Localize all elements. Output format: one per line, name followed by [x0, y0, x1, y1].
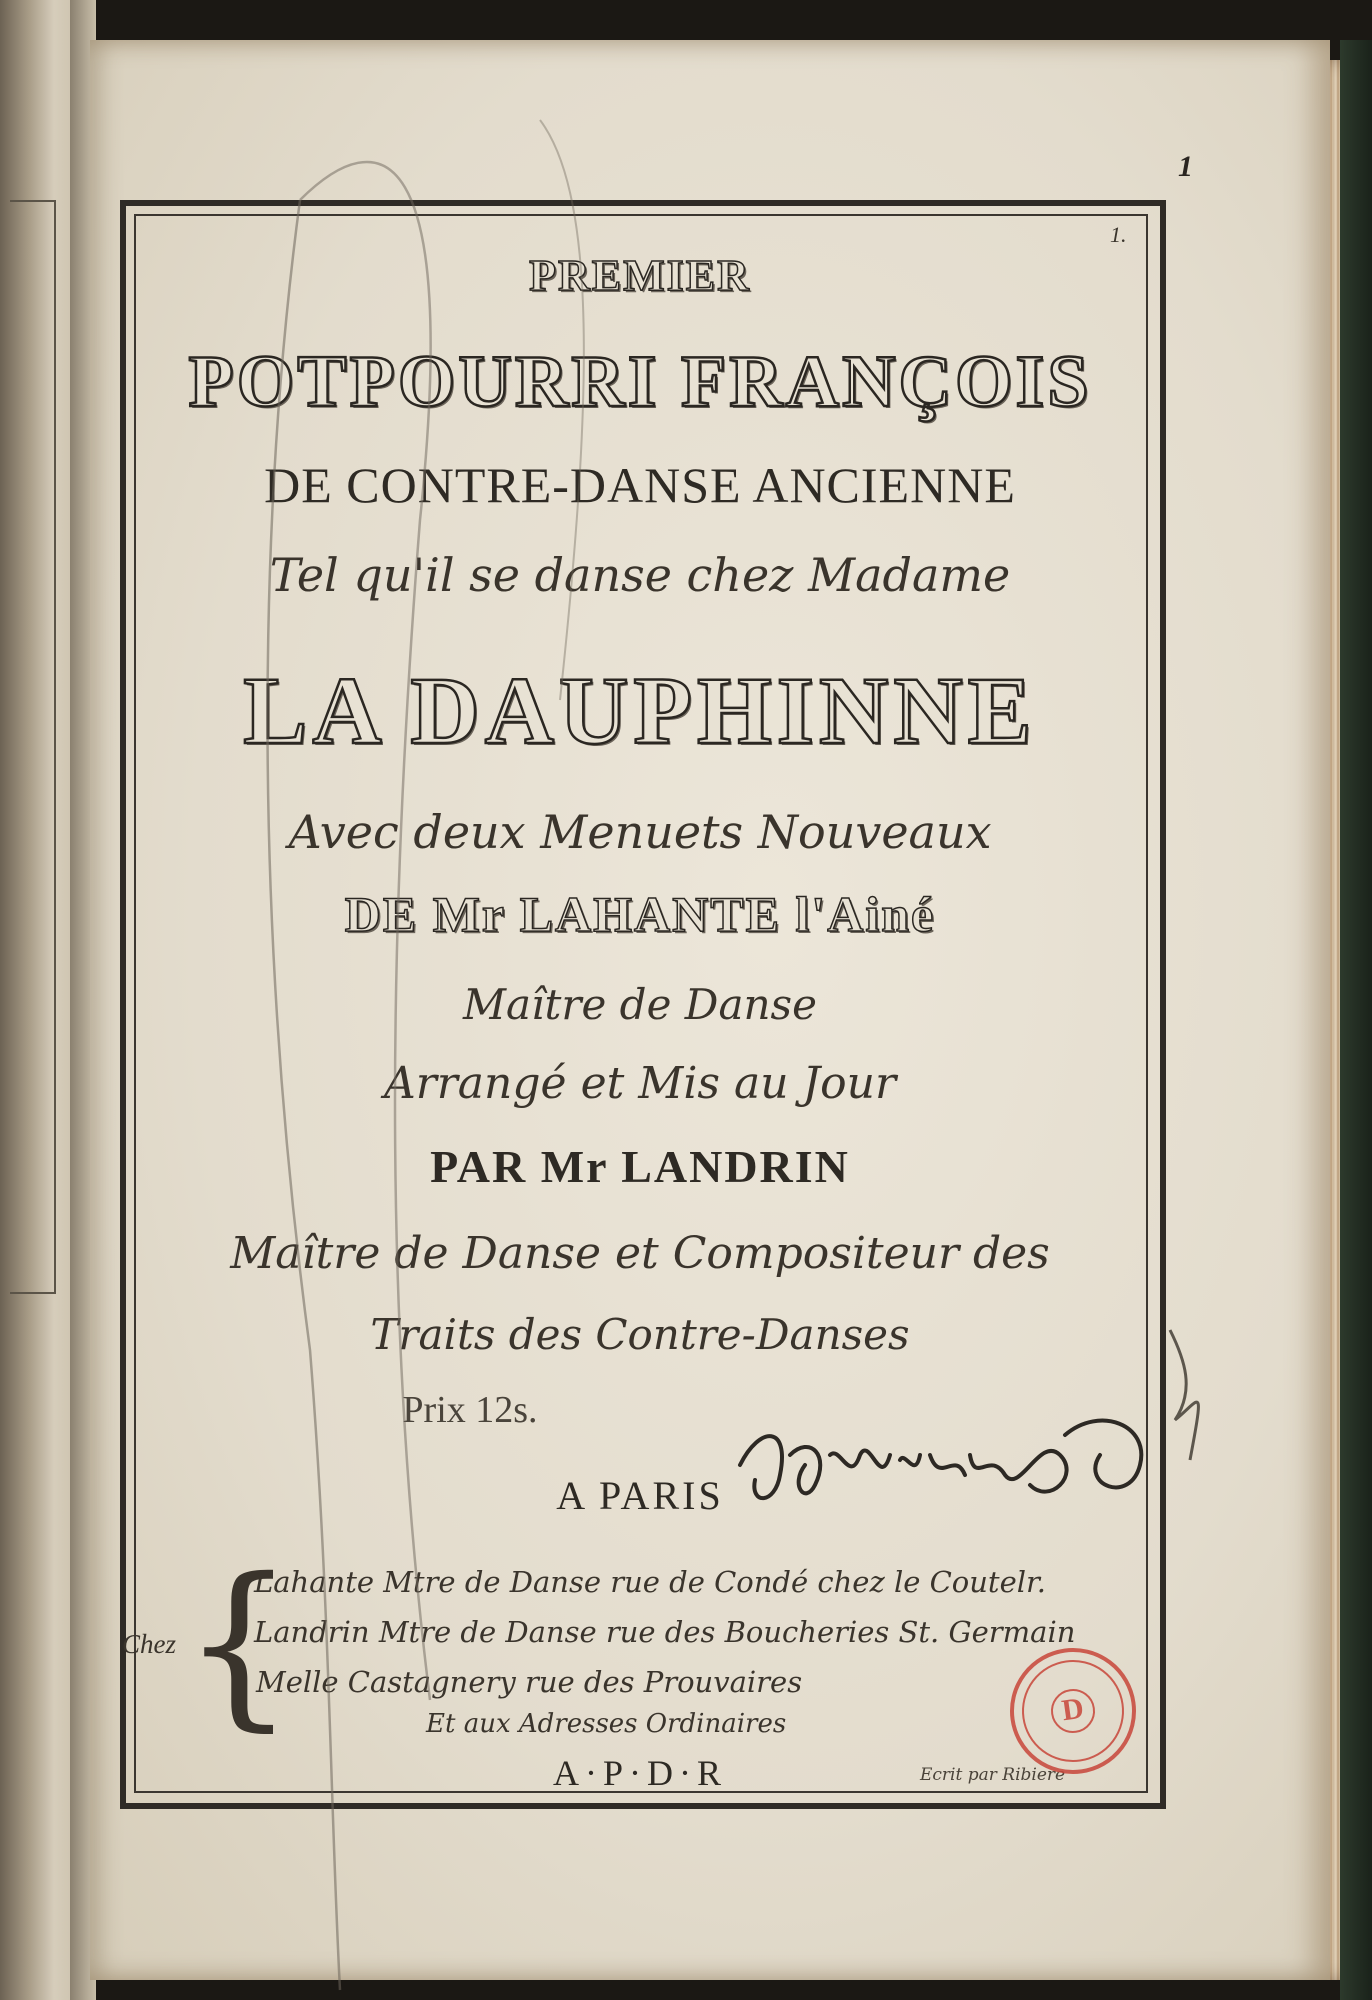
engraver-credit: Ecrit par Ribiere	[920, 1765, 1066, 1785]
privilege-mark: A·P·D·R	[553, 1753, 727, 1793]
price: Prix 12s.	[402, 1389, 538, 1431]
folio-mark: 1.	[1110, 222, 1127, 247]
title-line-lahante: DE Mr LAHANTE l'Ainé	[344, 886, 936, 942]
title-line-maitre: Maître de Danse	[463, 980, 817, 1029]
title-line-landrin: PAR Mr LANDRIN	[430, 1141, 850, 1192]
title-line-arrange: Arrangé et Mis au Jour	[383, 1058, 897, 1109]
address-line-1: Lahante Mtre de Danse rue de Condé chez le Coutelr.	[254, 1565, 1046, 1599]
title-line-traits: Traits des Contre-Danses	[370, 1310, 910, 1359]
title-line-premier: PREMIER	[529, 251, 751, 300]
title-line-dedication: Tel qu'il se danse chez Madame	[269, 548, 1011, 602]
stamp-center: D	[1048, 1686, 1098, 1736]
title-line-potpourri: POTPOURRI FRANÇOIS	[188, 341, 1092, 423]
cover-edge	[1340, 40, 1372, 2000]
title-line-menuets: Avec deux Menuets Nouveaux	[288, 805, 992, 859]
title-line-contredanse: DE CONTRE-DANSE ANCIENNE	[264, 457, 1016, 513]
address-line-4: Et aux Adresses Ordinaires	[426, 1709, 787, 1739]
title-line-compositeur: Maître de Danse et Compositeur des	[230, 1228, 1050, 1279]
page-number: 1	[1178, 150, 1193, 183]
signature-icon	[720, 1395, 1180, 1525]
publisher-addresses	[120, 1540, 1150, 1747]
brace-icon: {	[182, 1540, 296, 1747]
address-line-2: Landrin Mtre de Danse rue des Boucheries St. Germain	[254, 1615, 1076, 1649]
address-line-3: Melle Castagnery rue des Prouvaires	[256, 1665, 803, 1699]
imprint-city: A PARIS	[556, 1473, 724, 1518]
chez-label: Chez	[122, 1629, 176, 1659]
facing-page-frame	[10, 200, 56, 1294]
facing-page	[0, 0, 72, 2000]
title-line-dauphinne: LA DAUPHINNE	[243, 657, 1037, 764]
